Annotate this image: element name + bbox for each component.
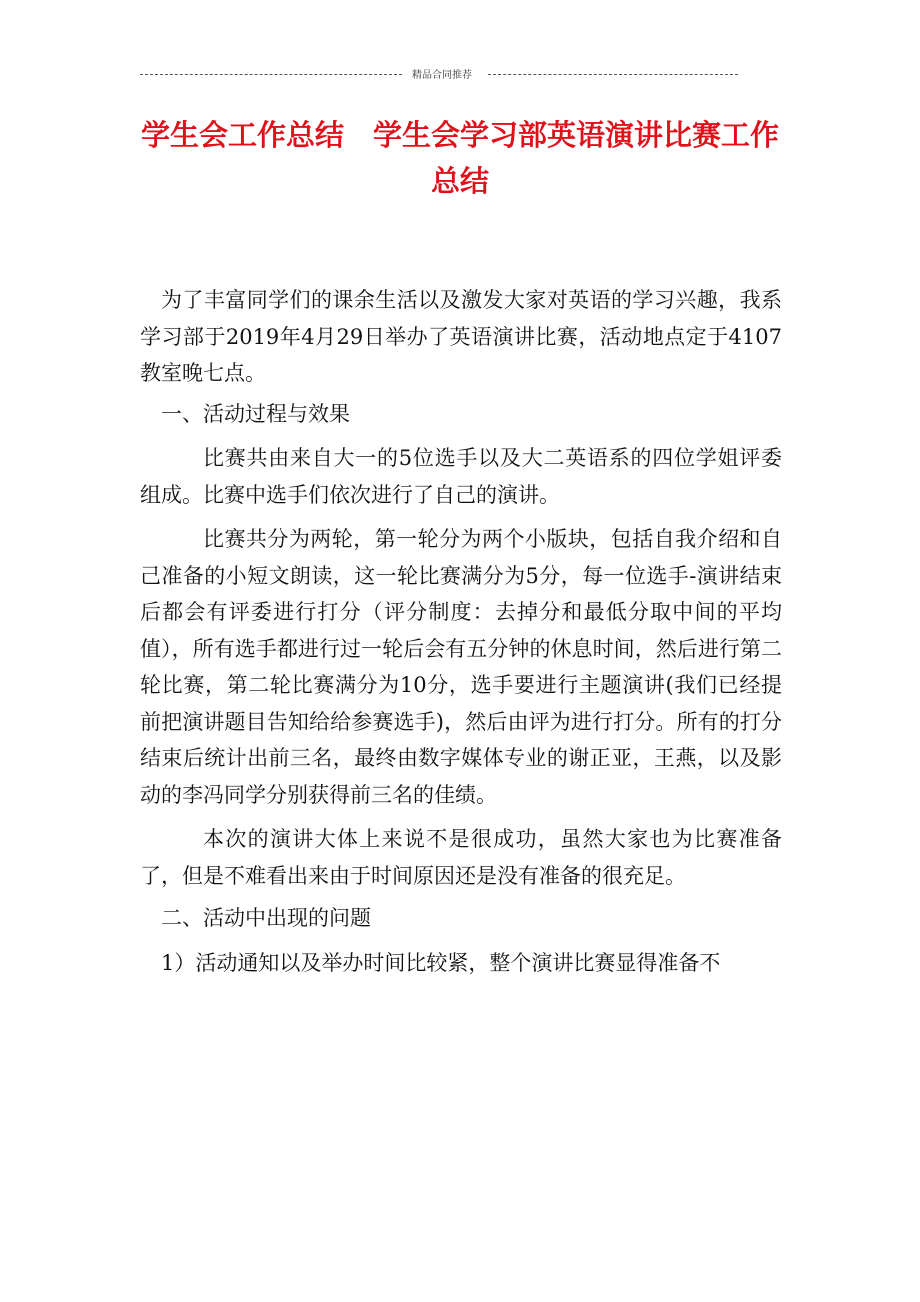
paragraph-evaluation: 本次的演讲大体上来说不是很成功，虽然大家也为比赛准备了，但是不难看出来由于时间原因还是没有准备的很充足。 bbox=[140, 827, 782, 888]
section-heading-problems: 二、活动中出现的问题 bbox=[161, 906, 371, 930]
header-dash-left bbox=[140, 74, 402, 75]
document-body bbox=[140, 282, 782, 981]
problem-item-1: 1）活动通知以及举办时间比较紧，整个演讲比赛显得准备不 bbox=[161, 950, 721, 975]
paragraph-contestants: 比赛共由来自大一的5位选手以及大二英语系的四位学姐评委组成。比赛中选手们依次进行了自己的演讲。 bbox=[140, 446, 782, 507]
header-rule bbox=[140, 66, 740, 80]
header-dash-right bbox=[488, 74, 738, 75]
header-label: 精品合同推荐 bbox=[412, 70, 472, 80]
paragraph-rounds: 比赛共分为两轮，第一轮分为两个小版块，包括自我介绍和自己准备的小短文朗读，这一轮比赛满分为5分，每一位选手-演讲结束后都会有评委进行打分（评分制度：去掉分和最低分取中间的平均值），所有选手都进行过一轮后会有五分钟的休息时间，然后进行第二轮比赛，第二轮比赛满分为10分，选手要进行主题演讲(我们已经提前把演讲题目告知给给参赛选手)，然后由评为进行打分。所有的打分结束后统计出前三名，最终由数字媒体专业的谢正亚，王燕，以及影动的李冯同学分别获得前三名的佳绩。 bbox=[140, 527, 782, 807]
section-heading-process: 一、活动过程与效果 bbox=[161, 401, 350, 426]
intro-paragraph: 为了丰富同学们的课余生活以及激发大家对英语的学习兴趣，我系学习部于2019年4月29日举办了英语演讲比赛，活动地点定于4107教室晚七点。 bbox=[140, 288, 782, 385]
document-title: 学生会工作总结 学生会学习部英语演讲比赛工作总结 bbox=[140, 118, 779, 198]
